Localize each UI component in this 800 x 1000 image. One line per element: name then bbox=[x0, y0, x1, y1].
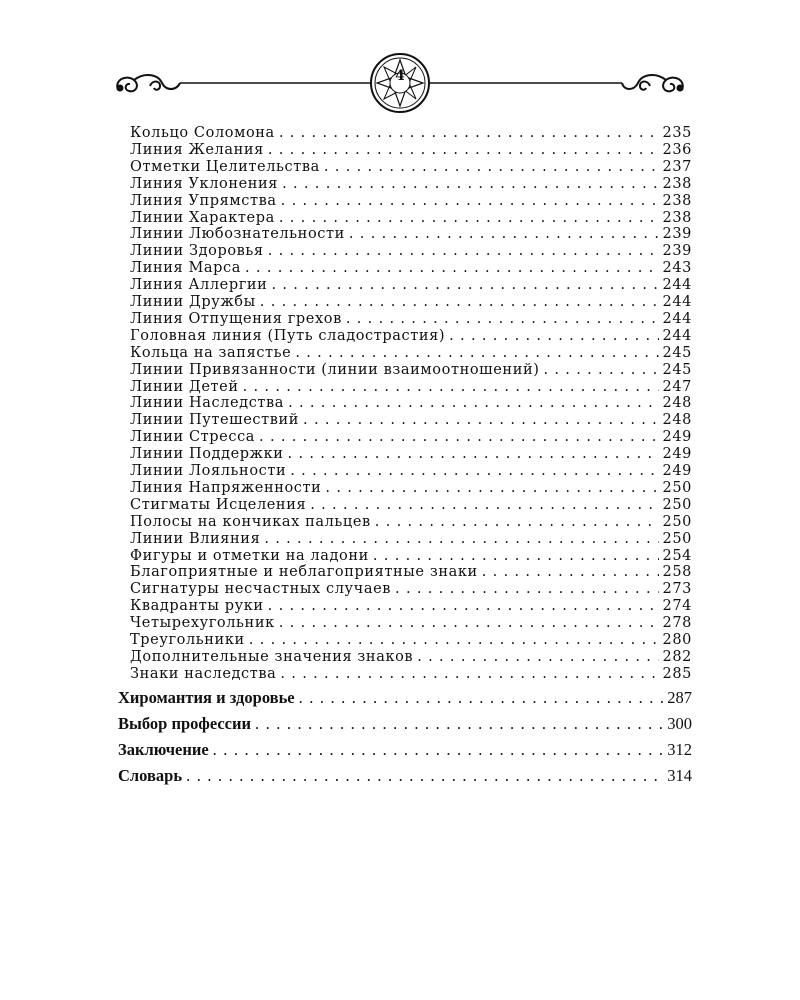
toc-entry-title: Линии Лояльности bbox=[130, 463, 287, 479]
toc-entry-page: 239 bbox=[662, 226, 692, 243]
toc-entry-title: Кольца на запястье bbox=[130, 344, 292, 361]
toc-entry-title: Дополнительные значения знаков bbox=[130, 648, 414, 665]
right-flourish-icon bbox=[622, 75, 683, 91]
toc-leader-dots bbox=[375, 514, 659, 531]
toc-entry-page: 273 bbox=[662, 581, 692, 598]
toc-entry-page: 244 bbox=[662, 310, 692, 327]
toc-section-page: 312 bbox=[667, 740, 692, 759]
toc-entry-page: 280 bbox=[662, 632, 692, 648]
toc-entry-title: Отметки Целительства bbox=[130, 158, 320, 175]
toc-leader-dots bbox=[449, 328, 658, 345]
toc-subentry bbox=[130, 226, 692, 243]
toc-entry-title: Головная линия (Путь сладострастия) bbox=[130, 327, 446, 344]
toc-subentry bbox=[130, 210, 692, 227]
page-number: 4 bbox=[395, 68, 405, 84]
toc-entry-page: 238 bbox=[662, 175, 692, 192]
toc-entry-title: Фигуры и отметки на ладони bbox=[130, 547, 369, 564]
toc-leader-dots bbox=[373, 548, 659, 565]
toc-entry-title: Полосы на кончиках пальцев bbox=[130, 513, 371, 530]
toc-subentry bbox=[130, 159, 692, 176]
toc-entry-title: Линии Наследства bbox=[130, 395, 285, 412]
toc-entry-page: 243 bbox=[662, 260, 692, 277]
toc-section-title: Выбор профессии bbox=[118, 714, 252, 733]
toc-subentry bbox=[130, 362, 692, 379]
toc-entry-page: 250 bbox=[662, 530, 692, 547]
toc-section-page: 287 bbox=[667, 688, 692, 707]
toc-leader-dots bbox=[279, 210, 659, 227]
toc-subentry bbox=[130, 193, 692, 210]
toc-section-title: Хиромантия и здоровье bbox=[118, 688, 295, 707]
toc-subentry bbox=[130, 463, 692, 480]
toc-subentry bbox=[130, 632, 692, 649]
toc-leader-dots bbox=[268, 243, 659, 260]
toc-leader-dots bbox=[295, 345, 658, 362]
toc-subentry bbox=[130, 666, 692, 683]
toc-subentry bbox=[130, 514, 692, 531]
toc-subentry bbox=[130, 311, 692, 328]
toc-leader-dots bbox=[249, 632, 659, 649]
page-header bbox=[110, 50, 690, 116]
toc-entry-page: 250 bbox=[662, 479, 692, 496]
toc-leader-dots bbox=[186, 766, 663, 786]
toc-leader-dots bbox=[310, 497, 658, 514]
toc-entry-title: Кольцо Соломона bbox=[130, 125, 275, 141]
toc-entry-page: 254 bbox=[662, 547, 692, 564]
left-flourish-icon bbox=[117, 75, 180, 91]
toc-entry-page: 238 bbox=[662, 192, 692, 209]
toc-section-entry bbox=[118, 714, 692, 734]
toc-subentry bbox=[130, 598, 692, 615]
toc-entry-page: 248 bbox=[662, 395, 692, 412]
toc-leader-dots bbox=[260, 294, 659, 311]
toc-subentry bbox=[130, 260, 692, 277]
toc-entry-page: 274 bbox=[662, 598, 692, 615]
toc-leader-dots bbox=[395, 581, 658, 598]
toc-section-entry bbox=[118, 766, 692, 786]
toc-subentry bbox=[130, 480, 692, 497]
toc-subentry bbox=[130, 548, 692, 565]
toc-leader-dots bbox=[324, 159, 659, 176]
toc-leader-dots bbox=[346, 311, 659, 328]
toc-entry-page: 244 bbox=[662, 277, 692, 294]
toc-leader-dots bbox=[282, 176, 658, 193]
toc-entry-page: 258 bbox=[662, 564, 692, 581]
toc-entry-page: 245 bbox=[662, 361, 692, 378]
toc-entry-page: 278 bbox=[662, 615, 692, 632]
toc-subentry bbox=[130, 649, 692, 666]
toc-entry-title: Линии Влияния bbox=[130, 530, 261, 547]
toc-entry-title: Сигнатуры несчастных случаев bbox=[130, 581, 392, 598]
toc-entry-title: Линия Напряженности bbox=[130, 479, 322, 496]
toc-leader-dots bbox=[303, 412, 658, 429]
toc-leader-dots bbox=[268, 598, 659, 615]
toc-subentry bbox=[130, 176, 692, 193]
toc-leader-dots bbox=[349, 226, 659, 243]
toc-entry-page: 249 bbox=[662, 429, 692, 446]
toc-entry-page: 250 bbox=[662, 513, 692, 530]
toc-leader-dots bbox=[243, 379, 659, 396]
toc-section-title: Словарь bbox=[118, 766, 183, 785]
toc-section-title: Заключение bbox=[118, 740, 209, 759]
toc-entry-page: 244 bbox=[662, 327, 692, 344]
toc-entry-title: Линии Любознательности bbox=[130, 226, 345, 243]
toc-leader-dots bbox=[213, 740, 664, 760]
toc-entry-title: Линии Путешествий bbox=[130, 412, 300, 429]
toc-leader-dots bbox=[417, 649, 658, 666]
toc-subentry bbox=[130, 395, 692, 412]
toc-subentry bbox=[130, 243, 692, 260]
toc-entry-title: Стигматы Исцеления bbox=[130, 496, 307, 513]
toc-entry-title: Линия Отпущения грехов bbox=[130, 310, 342, 327]
toc-leader-dots bbox=[255, 714, 663, 734]
toc-section-page: 314 bbox=[667, 766, 692, 785]
toc-entry-page: 247 bbox=[662, 378, 692, 395]
toc-entry-title: Знаки наследства bbox=[130, 665, 277, 682]
toc-leader-dots bbox=[325, 480, 658, 497]
toc-entry-page: 248 bbox=[662, 412, 692, 429]
toc-entry-page: 249 bbox=[662, 463, 692, 479]
toc-leader-dots bbox=[290, 463, 658, 480]
toc-leader-dots bbox=[259, 429, 658, 446]
toc-entry-title: Линия Уклонения bbox=[130, 175, 279, 192]
toc-section-page: 300 bbox=[667, 714, 692, 733]
toc-entry-title: Линия Аллергии bbox=[130, 277, 268, 294]
toc-entry-title: Линии Привязанности (линии взаимоотношений) bbox=[130, 361, 540, 378]
toc-entry-page: 250 bbox=[662, 496, 692, 513]
toc-entry-title: Линии Дружбы bbox=[130, 294, 256, 310]
toc-leader-dots bbox=[279, 615, 659, 632]
toc-entry-title: Квадранты руки bbox=[130, 598, 264, 615]
toc-entry-title: Линия Упрямства bbox=[130, 192, 277, 209]
toc-subentry bbox=[130, 497, 692, 514]
toc-subentry bbox=[130, 564, 692, 581]
toc-subentry bbox=[130, 294, 692, 311]
toc-subentry bbox=[130, 446, 692, 463]
toc-entry-title: Линия Марса bbox=[130, 260, 241, 277]
toc-entry-title: Благоприятные и неблагоприятные знаки bbox=[130, 564, 478, 581]
toc-section-entry bbox=[118, 740, 692, 760]
toc-subentry bbox=[130, 379, 692, 396]
toc-entry-page: 235 bbox=[662, 125, 692, 141]
toc-subentry bbox=[130, 125, 692, 142]
toc-entry-title: Линии Поддержки bbox=[130, 446, 284, 463]
toc-subentry bbox=[130, 581, 692, 598]
toc-entry-page: 236 bbox=[662, 141, 692, 158]
toc-entry-page: 237 bbox=[662, 158, 692, 175]
toc-subentry bbox=[130, 429, 692, 446]
toc-entry-page: 244 bbox=[662, 294, 692, 310]
toc-subentry bbox=[130, 531, 692, 548]
toc-entry-title: Линии Здоровья bbox=[130, 243, 264, 260]
toc-entry-page: 238 bbox=[662, 209, 692, 226]
toc-leader-dots bbox=[288, 395, 658, 412]
toc-leader-dots bbox=[482, 564, 659, 581]
toc-entry-page: 245 bbox=[662, 344, 692, 361]
toc-leader-dots bbox=[280, 666, 658, 683]
toc-entry-page: 282 bbox=[662, 648, 692, 665]
toc-subentry bbox=[130, 277, 692, 294]
toc-subentry bbox=[130, 412, 692, 429]
toc-subentry bbox=[130, 142, 692, 159]
toc-entry-title: Линии Характера bbox=[130, 209, 275, 226]
toc-entry-title: Треугольники bbox=[130, 632, 245, 648]
toc-leader-dots bbox=[279, 125, 659, 142]
toc-entry-title: Линии Детей bbox=[130, 378, 239, 395]
toc-leader-dots bbox=[271, 277, 658, 294]
toc-entry-title: Четырехугольник bbox=[130, 615, 275, 632]
toc-entry-title: Линия Желания bbox=[130, 141, 264, 158]
toc-leader-dots bbox=[264, 531, 658, 548]
toc-leader-dots bbox=[245, 260, 659, 277]
toc-entry-title: Линии Стресса bbox=[130, 429, 256, 446]
toc-leader-dots bbox=[268, 142, 659, 159]
toc-subentry bbox=[130, 345, 692, 362]
toc-subentry bbox=[130, 615, 692, 632]
toc-leader-dots bbox=[281, 193, 659, 210]
toc-subentry bbox=[130, 328, 692, 345]
toc-section-entry bbox=[118, 688, 692, 708]
toc-leader-dots bbox=[543, 362, 658, 379]
toc-entry-page: 239 bbox=[662, 243, 692, 260]
toc-leader-dots bbox=[288, 446, 659, 463]
toc-entry-page: 249 bbox=[662, 446, 692, 463]
toc-leader-dots bbox=[299, 688, 664, 708]
toc-entry-page: 285 bbox=[662, 665, 692, 682]
